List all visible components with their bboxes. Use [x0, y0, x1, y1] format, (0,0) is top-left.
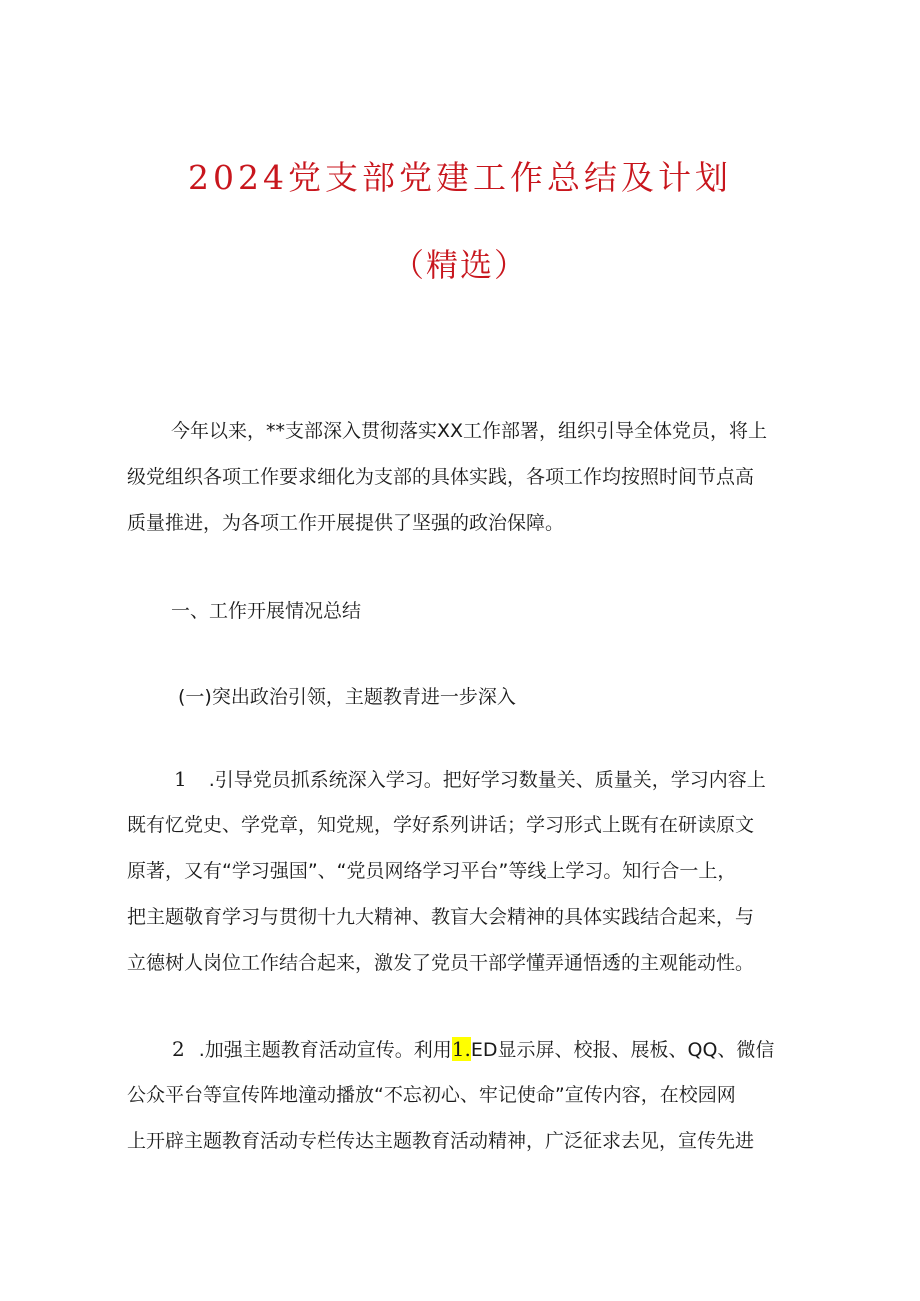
- item-2-line-2: 公众平台等宣传阵地潼动播放“不忘初心、牢记使命”宣传内容，在校园网: [127, 1084, 736, 1106]
- document-subtitle: （精选）: [391, 246, 528, 284]
- item-2-line-1-end: ED显示屏、校报、展板、QQ、微信: [470, 1039, 775, 1061]
- item-1-line-1: .引导党员抓系统深入学习。把好学习数量关、质量关，学习内容上: [208, 769, 766, 791]
- highlighted-text: 1.: [451, 1037, 471, 1061]
- document-title: 2024党支部党建工作总结及计划: [188, 158, 732, 197]
- intro-paragraph: [127, 408, 795, 546]
- intro-line-2: 级党组织各项工作要求细化为支部的具体实践，各项工作均按照时间节点高: [127, 466, 755, 488]
- section-heading: 一、工作开展情况总结: [171, 600, 362, 622]
- item-1-line-2: 既有忆党史、学党章，知党规，学好系列讲话；学习形式上既有在研读原文: [127, 814, 755, 836]
- item-2-number: 2: [172, 1037, 185, 1061]
- item-1-number: 1: [174, 767, 187, 791]
- subsection-heading: (一)突出政治引领，主题教青进一步深入: [178, 686, 516, 708]
- item-1-line-4: 把主题敬育学习与贯彻十九大精神、教盲大会精神的具体实践结合起来，与: [127, 906, 755, 928]
- item-2-paragraph: [127, 1026, 795, 1164]
- intro-line-3: 质量推进，为各项工作开展提供了坚强的政治保障。: [127, 512, 565, 534]
- item-1-line-3: 原著，又有“学习强国”、“党员网络学习平台”等线上学习。知行合一上，: [127, 860, 737, 882]
- item-1-line-5: 立德树人岗位工作结合起来，激发了党员干部学懂弄通悟透的主观能动性。: [127, 952, 755, 974]
- item-2-line-1-start: .加强主题教育活动宣传。利用: [198, 1039, 452, 1061]
- intro-line-1: 今年以来，**支部深入贯彻落实XX工作部署，组织引导全体党员，将上: [171, 420, 768, 442]
- item-2-line-3: 上开辟主题教育活动专栏传达主题教育活动精神，广泛征求去见，宣传先进: [127, 1130, 755, 1152]
- item-1-paragraph: [127, 756, 795, 986]
